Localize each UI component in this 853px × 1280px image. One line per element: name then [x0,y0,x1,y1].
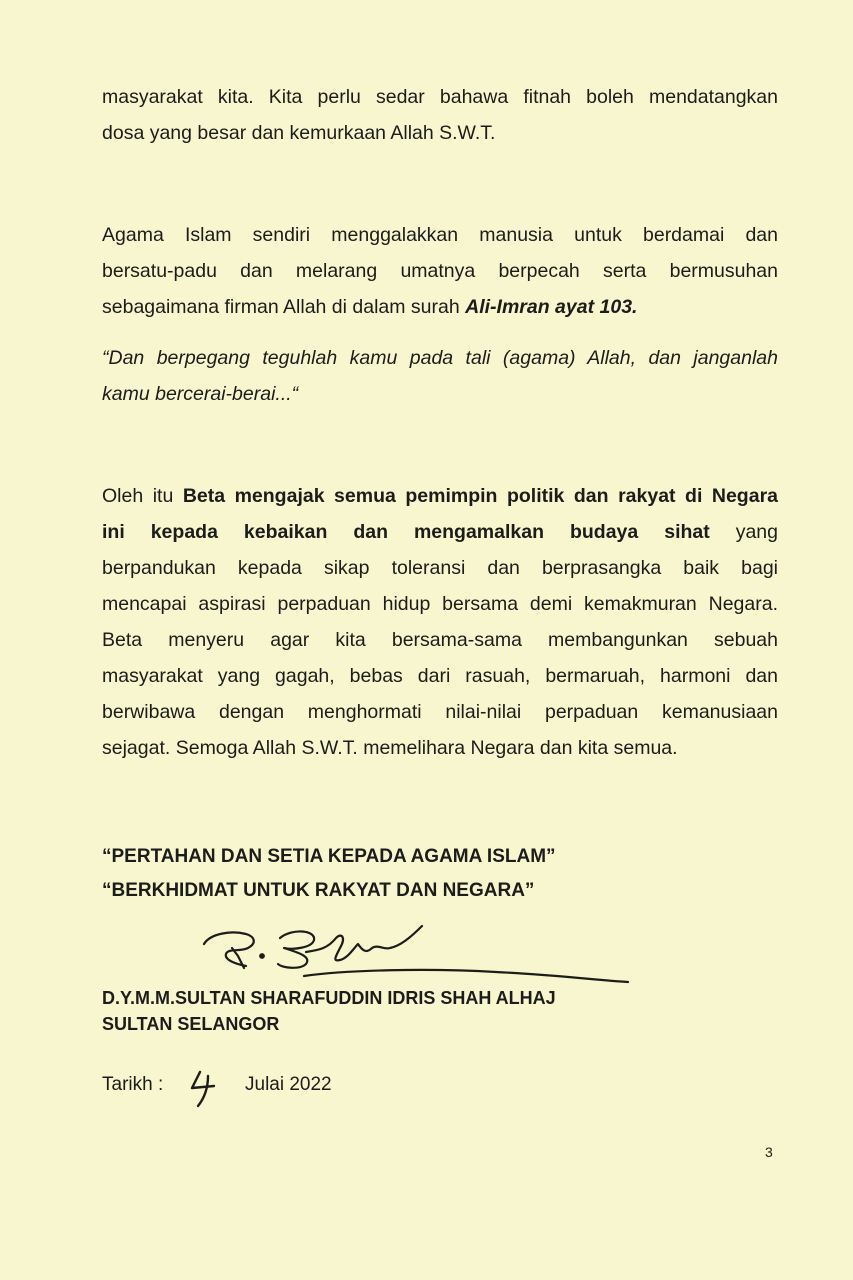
page-number: 3 [765,1144,773,1160]
surah-intro-text: sebagaimana firman Allah di dalam surah [102,296,466,318]
date-month-year: Julai 2022 [245,1074,332,1095]
seruan-intro-text: Oleh itu [102,485,183,507]
signature-dot [260,954,264,958]
paragraph-line: berwibawa dengan menghormati nilai-nilai perpaduan kemanusiaan [102,701,778,723]
quote-line: “Dan berpegang teguhlah kamu pada tali (agama) Allah, dan janganlah [102,347,778,369]
seruan-bold-text: ini kepada kebaikan dan mengamalkan budaya sihat [102,521,710,543]
paragraph-line [102,289,778,325]
signature-underline [304,970,628,982]
signer-title: SULTAN SELANGOR [102,1014,280,1034]
signature-stroke [306,926,422,960]
paragraph-line [102,478,778,514]
paragraph-agama-islam [102,217,778,325]
signature-stroke [278,931,314,967]
seruan-bold-text: Beta mengajak semua pemimpin politik dan rakyat di Negara [182,485,778,507]
seruan-plain-text: yang [709,521,778,543]
paragraph-line: bersatu-padu dan melarang umatnya berpecah serta bermusuhan [102,260,778,282]
signature-image [196,918,636,996]
handwritten-day [186,1066,220,1110]
quote-line: kamu bercerai-berai...“ [102,383,299,405]
motto-agama: “PERTAHAN DAN SETIA KEPADA AGAMA ISLAM” [102,846,556,867]
paragraph-line: Beta menyeru agar kita bersama-sama membangunkan sebuah [102,629,778,651]
quranic-quote [102,340,778,412]
paragraph-fitnah [102,79,778,151]
paragraph-line: masyarakat yang gagah, bebas dari rasuah, bermaruah, harmoni dan [102,665,778,687]
paragraph-line: Agama Islam sendiri menggalakkan manusia untuk berdamai dan [102,224,778,246]
paragraph-seruan [102,478,778,766]
paragraph-line: berpandukan kepada sikap toleransi dan berprasangka baik bagi [102,557,778,579]
paragraph-line [102,514,778,550]
surah-reference: Ali-Imran ayat 103. [465,296,638,318]
paragraph-line: sejagat. Semoga Allah S.W.T. memelihara Negara dan kita semua. [102,737,678,759]
paragraph-line: mencapai aspirasi perpaduan hidup bersama demi kemakmuran Negara. [102,593,778,615]
signer-name: D.Y.M.M.SULTAN SHARAFUDDIN IDRIS SHAH ALHAJ [102,988,556,1008]
motto-rakyat: “BERKHIDMAT UNTUK RAKYAT DAN NEGARA” [102,880,535,901]
paragraph-line: masyarakat kita. Kita perlu sedar bahawa fitnah boleh mendatangkan [102,86,778,108]
signature-stroke [204,932,254,966]
date-label: Tarikh : [102,1074,164,1095]
paragraph-line: dosa yang besar dan kemurkaan Allah S.W.T. [102,122,496,144]
